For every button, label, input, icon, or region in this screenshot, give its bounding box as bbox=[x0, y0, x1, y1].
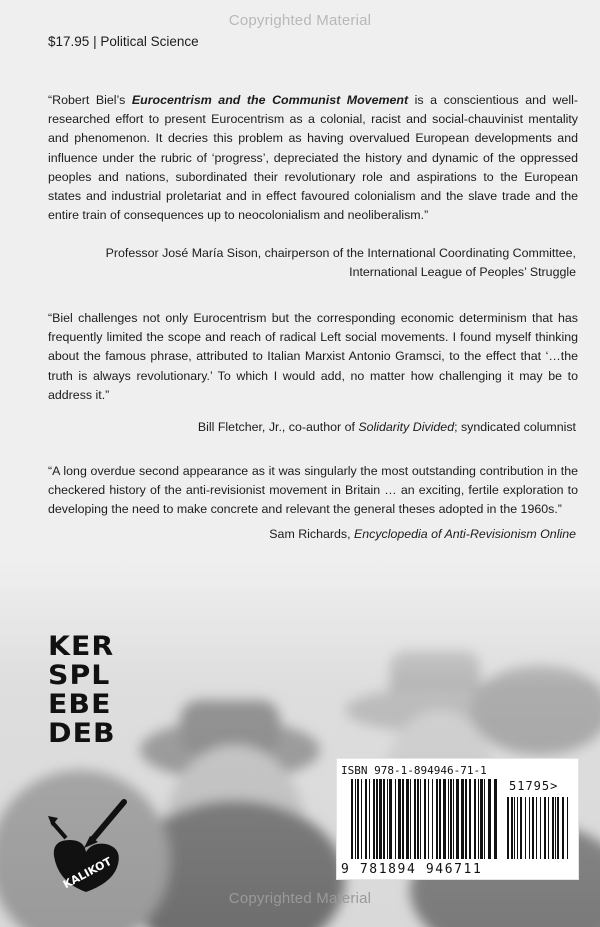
kersplebedeb-logo-icon bbox=[48, 632, 126, 748]
ean-digits: 9 781894 946711 bbox=[341, 862, 483, 877]
endorsement-quote-1: “Robert Biel’s Eurocentrism and the Communist Movement is a conscientious and well-researched effort to present Eurocentrism as a colonial, racist and social-chauvinist mentality and phenomenon. It decries this problem as having overvalued European developments and influence under the rubric of ‘progress’, depreciated the history and dynamic of the oppressed peoples and nations, subordinated their revolutionary role and aspirations to the European states and industrial proletariat and in effect favoured colonialism and the slave trade and the entire train of consequences up to neocolonialism and neoliberalism.” bbox=[48, 93, 579, 223]
separator: | bbox=[93, 34, 97, 49]
endorsement-quote-3: “A long overdue second appearance as it was singularly the most outstanding contribution in the checkered history of the anti-revisionist movement in Britain … an exciting, fertile exploration to developing the need to make concrete and relevant the general theses adopted in the 1960s.” bbox=[48, 464, 578, 517]
isbn-label: ISBN 978-1-894946-71-1 bbox=[341, 764, 487, 777]
isbn-barcode bbox=[337, 759, 578, 879]
watermark-top: Copyrighted Material bbox=[228, 12, 372, 29]
logo-row: EBE bbox=[48, 689, 112, 720]
addon-digits: 51795> bbox=[509, 779, 559, 793]
category: Political Science bbox=[100, 34, 199, 49]
price-category-line bbox=[48, 34, 199, 49]
endorsement-attribution-2: Bill Fletcher, Jr., co-author of Solidarity Divided; syndicated columnist bbox=[197, 420, 576, 434]
book-title: Eurocentrism and the Communist Movement bbox=[131, 93, 409, 107]
endorsement-attribution-3: Sam Richards, Encyclopedia of Anti-Revisionism Online bbox=[269, 527, 576, 541]
logo-row: DEB bbox=[48, 718, 116, 749]
endorsement-quote-2: “Biel challenges not only Eurocentrism but the corresponding economic determinism that has frequently limited the scope and reach of radical Left social movements. I found myself thinking about the famous phrase, attributed to Italian Marxist Antonio Gramsci, to the effect that ‘…the truth is always revolutionary.’ To which I would add, no matter how challenging it may be to address it.” bbox=[48, 311, 578, 402]
kalikot-logo-text: KALIKOT bbox=[60, 854, 114, 892]
watermark-bottom: Copyrighted Material bbox=[228, 890, 372, 907]
kalikot-logo-icon bbox=[44, 796, 134, 896]
endorsement-attribution-1: Professor José María Sison, chairperson of the International Coordinating Committee, International League of Peoples’ Struggle bbox=[105, 246, 576, 280]
logo-row: KER bbox=[48, 631, 115, 662]
price: $17.95 bbox=[48, 34, 90, 49]
logo-row: SPL bbox=[48, 660, 111, 691]
